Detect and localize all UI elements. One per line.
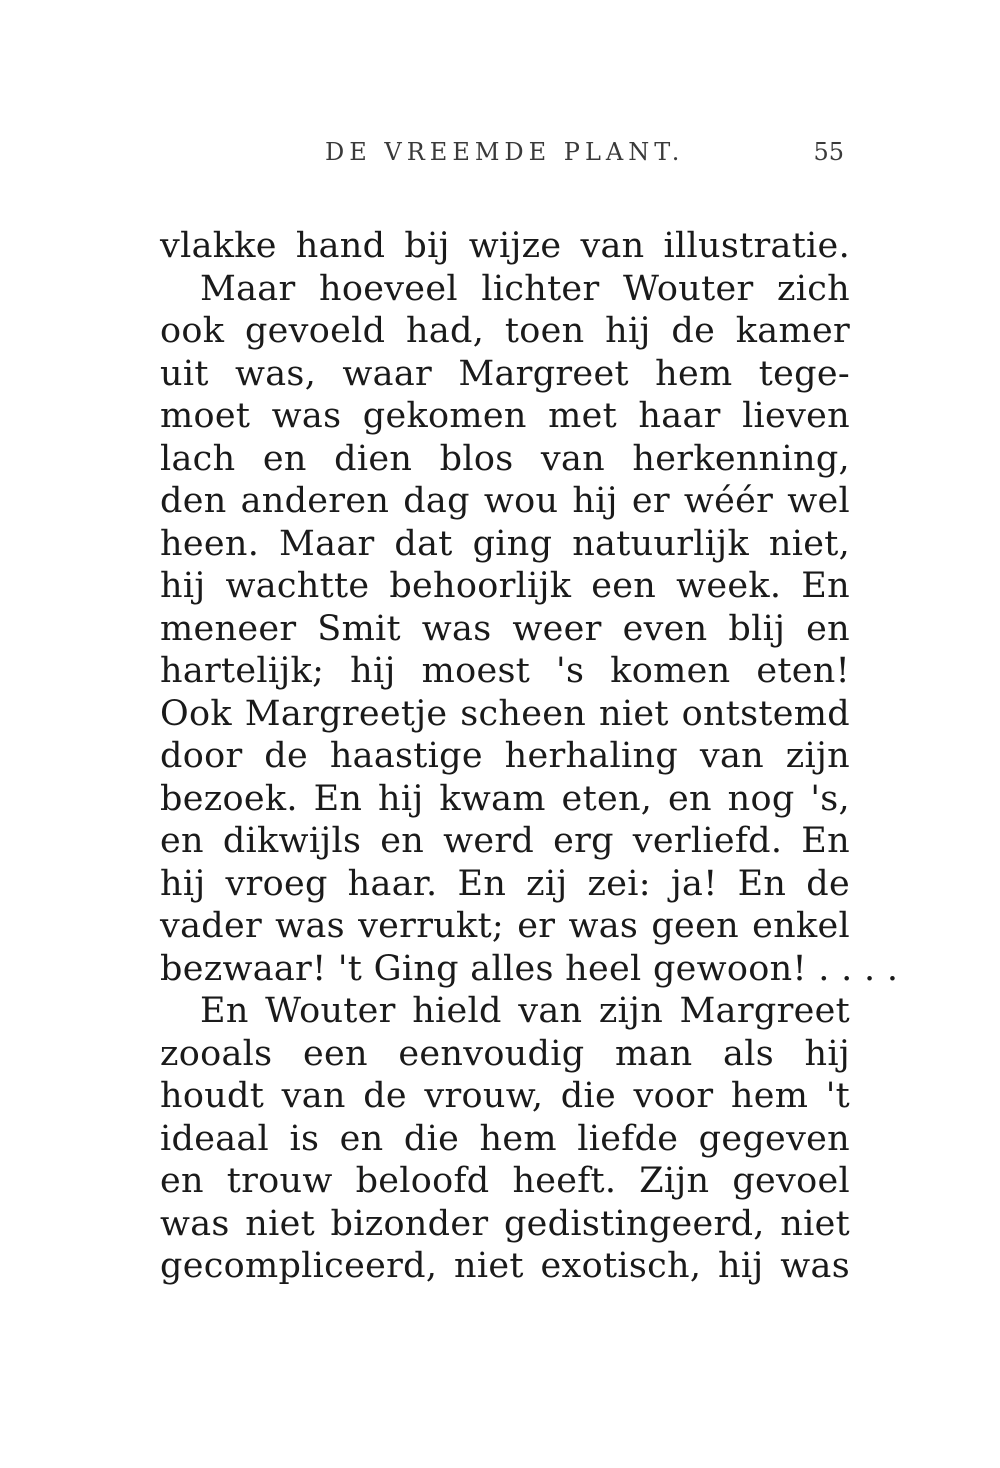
body-text — [160, 225, 899, 1288]
text-line: en trouw beloofd heeft. Zijn gevoel — [160, 1161, 850, 1201]
text-line: hartelijk; hij moest 's komen eten! — [160, 651, 850, 691]
text-line: door de haastige herhaling van zijn — [160, 736, 850, 776]
page-number: 55 — [813, 138, 844, 166]
text-line: meneer Smit was weer even blij en — [160, 608, 850, 649]
text-line: uit was, waar Margreet hem tege- — [160, 353, 850, 394]
text-line: ideaal is en die hem liefde gegeven — [160, 1118, 850, 1159]
running-header — [160, 138, 850, 168]
running-title: DE VREEMDE PLANT. — [325, 138, 685, 166]
text-line: bezoek. En hij kwam eten, en nog 's, — [160, 778, 850, 819]
text-line: en dikwijls en werd erg verliefd. En — [160, 821, 850, 861]
text-line: heen. Maar dat ging natuurlijk niet, — [160, 523, 850, 564]
text-line: ook gevoeld had, toen hij de kamer — [160, 311, 850, 351]
text-line: Maar hoeveel lichter Wouter zich — [200, 268, 850, 309]
text-line: lach en dien blos van herkenning, — [160, 438, 850, 479]
text-line: gecompliceerd, niet exotisch, hij was — [160, 1246, 850, 1286]
text-line: was niet bizonder gedistingeerd, niet — [160, 1203, 850, 1244]
text-line: zooals een eenvoudig man als hij — [160, 1033, 850, 1074]
text-line: den anderen dag wou hij er wéér wel — [160, 481, 850, 521]
text-line: vader was verrukt; er was geen enkel — [160, 906, 850, 946]
text-line: hij vroeg haar. En zij zei: ja! En de — [160, 863, 850, 904]
text-line: En Wouter hield van zijn Margreet — [200, 991, 850, 1031]
text-line: vlakke hand bij wijze van illustratie. — [160, 226, 850, 266]
text-line: bezwaar! 't Ging alles heel gewoon! . . . . — [160, 948, 899, 989]
text-line: houdt van de vrouw, die voor hem 't — [160, 1076, 850, 1116]
text-line: hij wachtte behoorlijk een week. En — [160, 566, 850, 606]
text-line: moet was gekomen met haar lieven — [160, 396, 850, 436]
text-line: Ook Margreetje scheen niet ontstemd — [160, 693, 850, 734]
